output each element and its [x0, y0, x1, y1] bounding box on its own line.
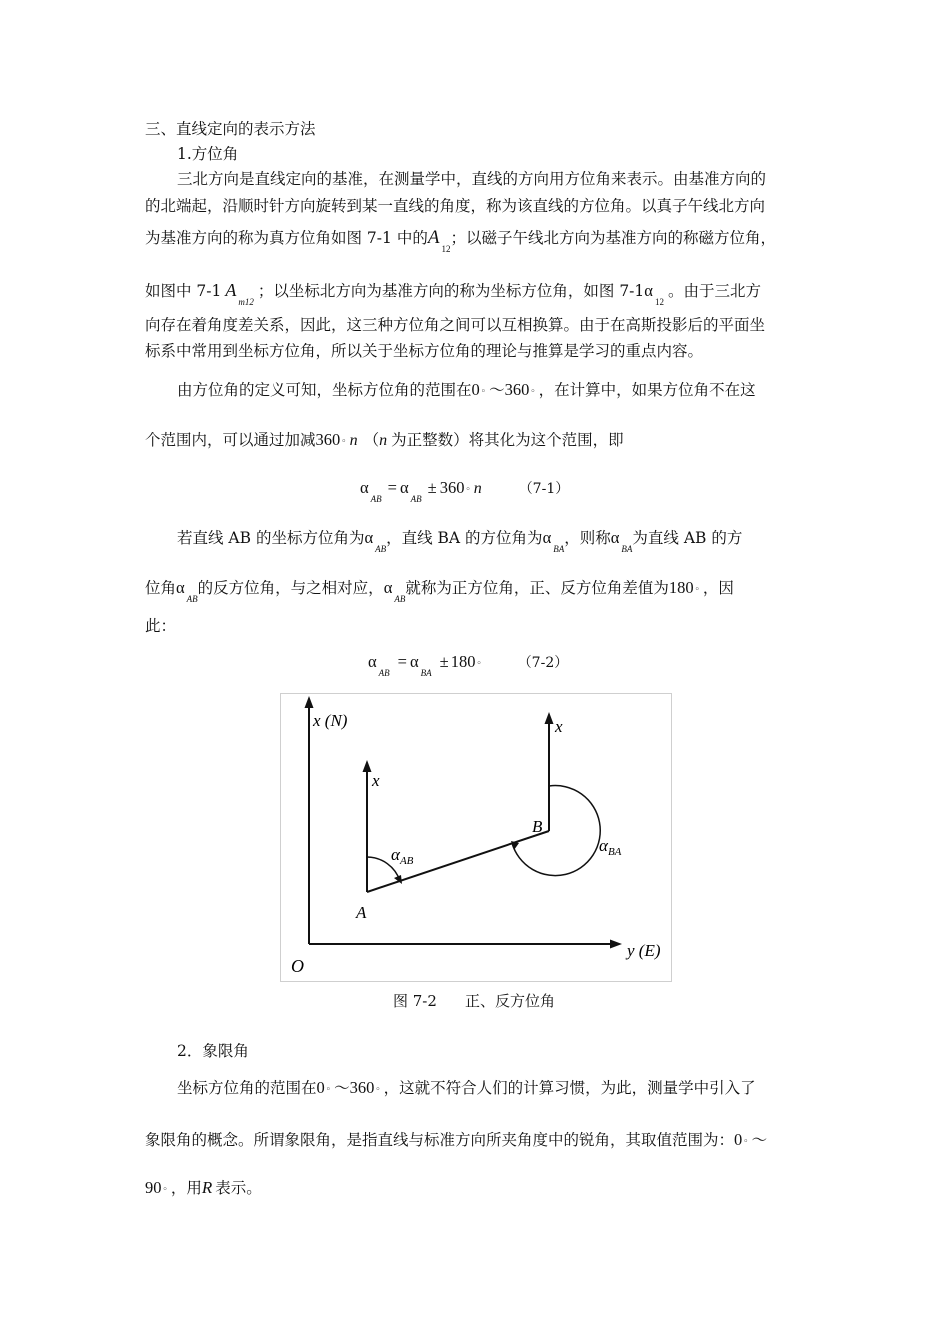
alpha-symbol: α: [599, 836, 608, 855]
value-360: 360: [315, 430, 341, 449]
variable-n: n: [473, 480, 482, 497]
degree-mark: ◦: [162, 1185, 168, 1195]
text: 象限角的概念。所谓象限角，是指直线与标准方向所夹角度中的锐角，其取值范围为：: [145, 1131, 735, 1149]
text: 的反方位角，与之相对应，: [197, 579, 384, 597]
text: 为基准方向的称为真方位角如图 7-1 中的: [145, 229, 428, 247]
subscript: AB: [375, 544, 387, 554]
variable-n: n: [379, 432, 388, 449]
alpha-symbol: α: [360, 478, 369, 497]
equation-label: （7-2）: [517, 655, 569, 671]
caption-number: 图 7-2: [393, 992, 437, 1010]
north-arrow-b-icon: [545, 712, 554, 724]
paragraph-line: [177, 380, 756, 402]
subsection-title-azimuth: 1.方位角: [177, 145, 239, 163]
value-360: 360: [504, 380, 530, 399]
north-arrow-a-icon: [363, 760, 372, 772]
paragraph-line: 三北方向是直线定向的基准，在测量学中，直线的方向用方位角来表示。由基准方向的: [177, 170, 767, 188]
equation-label: （7-1）: [518, 481, 570, 497]
alpha-symbol: α: [409, 652, 419, 671]
degree-mark: ◦: [465, 485, 471, 495]
tilde: ～: [751, 1131, 768, 1149]
text: 位角: [145, 579, 177, 597]
degree-mark: ◦: [743, 1137, 749, 1147]
degree-mark: ◦: [480, 387, 487, 397]
paragraph-line: [145, 1130, 767, 1152]
value-360: 360: [349, 1078, 375, 1097]
variable-a: A: [225, 280, 237, 300]
value-zero: 0: [316, 1078, 325, 1097]
degree-mark: ◦: [341, 437, 347, 447]
text: 个范围内，可以通过加减: [145, 431, 316, 449]
section-title: 三、直线定向的表示方法: [145, 120, 316, 138]
alpha-ab-subscript: AB: [399, 855, 414, 867]
paragraph-line: [145, 578, 734, 609]
alpha-symbol: α: [364, 528, 374, 547]
north-label-a: x: [372, 771, 380, 790]
paragraph-line: [145, 228, 776, 259]
subscript: BA: [420, 668, 432, 678]
degree-mark: ◦: [476, 659, 482, 669]
text: ，则称: [564, 529, 611, 547]
figure-7-2: [280, 693, 672, 982]
subscript: BA: [621, 544, 633, 554]
plus-minus: ±: [427, 478, 437, 497]
alpha-symbol: α: [610, 528, 620, 547]
alpha-ab-label: [391, 845, 414, 867]
paragraph-line: [177, 528, 742, 559]
text: 。由于三北方: [667, 282, 761, 300]
paragraph-line: 向存在着角度差关系，因此，这三种方位角之间可以互相换算。由于在高斯投影后的平面坐: [145, 316, 766, 334]
text: ，因: [702, 579, 734, 597]
figure-caption: [393, 990, 555, 1011]
variable-a: A: [427, 227, 440, 248]
tilde: ～: [334, 1079, 350, 1097]
text: 若直线 AB 的坐标方位角为: [177, 529, 365, 547]
origin-label: O: [291, 956, 304, 976]
subscript: 12: [654, 297, 664, 307]
text: 表示。: [215, 1179, 262, 1197]
point-a-label: A: [356, 903, 367, 922]
paragraph-line: 此：: [145, 617, 177, 635]
subscript: BA: [553, 544, 565, 554]
azimuth-diagram: [281, 694, 671, 981]
subscript: AB: [378, 668, 390, 678]
text: ，直线 BA 的方位角为: [386, 529, 543, 547]
alpha-symbol: α: [542, 528, 552, 547]
alpha-symbol: α: [644, 281, 653, 300]
alpha-ba-label: [599, 836, 622, 858]
paragraph-line: [145, 1178, 262, 1200]
x-axis-arrow-icon: [305, 696, 314, 708]
axis-y-label: y (E): [627, 941, 661, 960]
alpha-symbol: α: [383, 578, 393, 597]
subscript: 12: [441, 244, 451, 254]
subsection-title-quadrant-angle: 2．象限角: [177, 1042, 249, 1060]
subscript: AB: [410, 494, 422, 504]
text: ，在计算中，如果方位角不在这: [538, 381, 756, 399]
alpha-symbol: α: [368, 652, 377, 671]
text: 由方位角的定义可知，坐标方位角的范围在: [177, 381, 472, 399]
alpha-symbol: α: [176, 578, 185, 597]
text: 坐标方位角的范围在: [177, 1079, 317, 1097]
plus-minus: ±: [439, 652, 449, 671]
subscript: m12: [238, 297, 254, 307]
alpha-symbol: α: [399, 478, 409, 497]
value-zero: 0: [734, 1130, 743, 1149]
variable-r: R: [201, 1178, 213, 1197]
axis-x-label: x (N): [313, 711, 348, 730]
y-axis-arrow-icon: [610, 940, 622, 949]
paragraph-line: 的北端起，沿顺时针方向旋转到某一直线的角度，称为该直线的方位角。以真子午线北方向: [145, 197, 766, 215]
text: 为正整数）将其化为这个范围，即: [391, 431, 624, 449]
text: ；以坐标北方向为基准方向的称为坐标方位角，如图 7-1: [257, 282, 645, 300]
paragraph-line: [145, 280, 761, 312]
text: ，这就不符合人们的计算习惯，为此，测量学中引入了: [383, 1079, 756, 1097]
tilde: ～: [489, 381, 505, 399]
alpha-symbol: α: [391, 845, 400, 864]
value-90: 90: [145, 1178, 162, 1197]
value-180: 180: [668, 578, 694, 597]
subscript: AB: [394, 594, 406, 604]
value-180: 180: [450, 652, 476, 671]
arc-alpha-ba: [512, 786, 600, 876]
variable-n: n: [349, 432, 358, 449]
text: 为直线 AB 的方: [632, 529, 743, 547]
text: ；以磁子午线北方向为基准方向的称磁方位角，: [450, 229, 776, 247]
paragraph-line: [145, 430, 624, 452]
degree-mark: ◦: [694, 585, 700, 595]
value-360: 360: [439, 478, 465, 497]
degree-mark: ◦: [530, 387, 536, 397]
equals-sign: =: [387, 478, 397, 497]
caption-text: 正、反方位角: [464, 992, 555, 1010]
value-zero: 0: [471, 380, 480, 399]
north-label-b: x: [555, 717, 563, 736]
alpha-ba-subscript: BA: [607, 846, 622, 858]
degree-mark: ◦: [325, 1085, 332, 1095]
degree-mark: ◦: [375, 1085, 381, 1095]
equals-sign: =: [397, 652, 407, 671]
paragraph-line: [177, 1078, 756, 1100]
equation-7-1: [360, 478, 569, 504]
equation-7-2: [368, 652, 568, 678]
text: 就称为正方位角，正、反方位角差值为: [405, 579, 669, 597]
point-b-label: B: [532, 817, 543, 836]
text: ，用: [170, 1179, 202, 1197]
subscript: AB: [370, 494, 382, 504]
text: 如图中 7-1: [145, 282, 222, 300]
text: （: [363, 431, 380, 449]
subscript: AB: [186, 594, 198, 604]
paragraph-line: 标系中常用到坐标方位角，所以关于坐标方位角的理论与推算是学习的重点内容。: [145, 342, 704, 360]
